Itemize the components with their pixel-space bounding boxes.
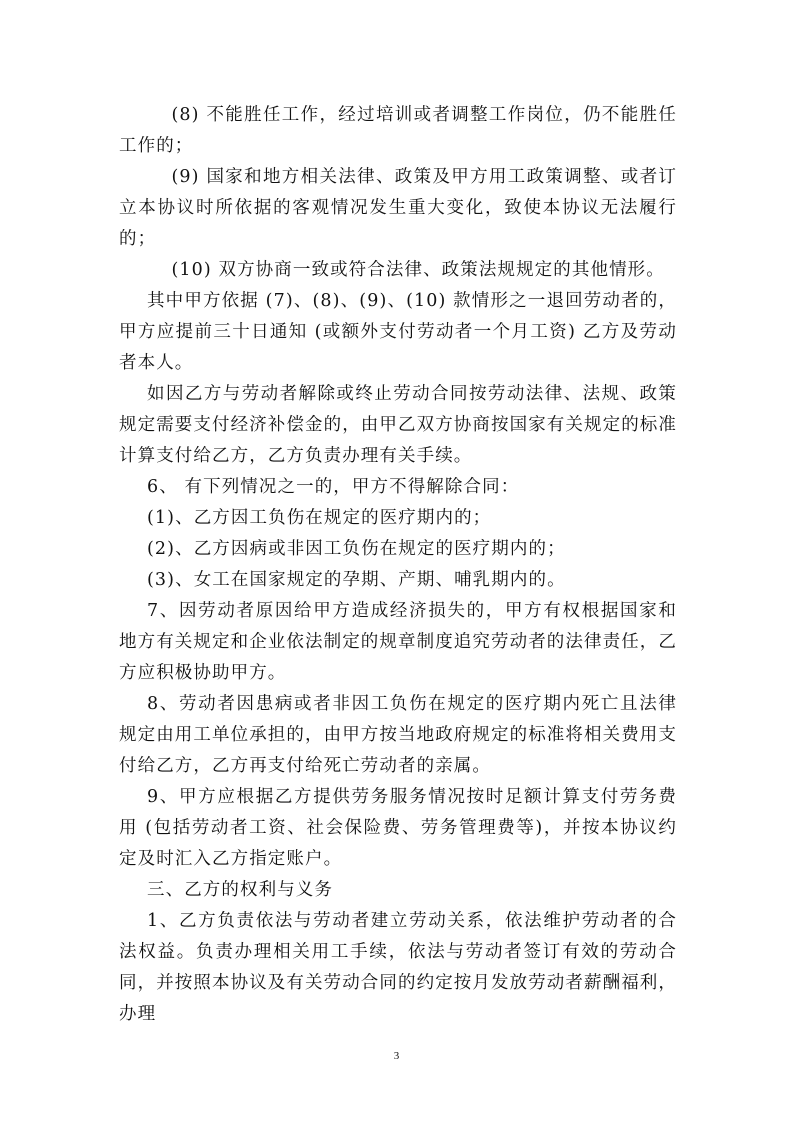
- item-8-paragraph: 8、劳动者因患病或者非因工负伤在规定的医疗期内死亡且法律规定由用工单位承担的，由甲方按当地政府规定的标准将相关费用支付给乙方，乙方再支付给死亡劳动者的亲属。: [119, 694, 677, 776]
- return-notice-paragraph: 其中甲方依据 (7)、(8)、(9)、(10) 款情形之一退回劳动者的，甲方应提前三十日通知 (或额外支付劳动者一个月工资) 乙方及劳动者本人。: [119, 291, 677, 373]
- section-3-item-1-paragraph: 1、乙方负责依法与劳动者建立劳动关系，依法维护劳动者的合法权益。负责办理相关用工手续，依法与劳动者签订有效的劳动合同，并按照本协议及有关劳动合同的约定按月发放劳动者薪酬福利，办理: [119, 911, 677, 1024]
- clause-10-paragraph: (10) 双方协商一致或符合法律、政策法规规定的其他情形。: [171, 260, 665, 280]
- item-6-sub-2: (2)、乙方因病或非因工负伤在规定的医疗期内的；: [147, 539, 566, 559]
- clause-9-paragraph: (9) 国家和地方相关法律、政策及甲方用工政策调整、或者订立本协议时所依据的客观情况发生重大变化，致使本协议无法履行的；: [119, 167, 677, 249]
- item-6-heading: 6、 有下列情况之一的，甲方不得解除合同：: [147, 477, 520, 497]
- item-7-paragraph: 7、因劳动者原因给甲方造成经济损失的，甲方有权根据国家和地方有关规定和企业依法制定的规章制度追究劳动者的法律责任，乙方应积极协助甲方。: [119, 601, 677, 683]
- item-9-paragraph: 9、甲方应根据乙方提供劳务服务情况按时足额计算支付劳务费用 (包括劳动者工资、社会保险费、劳务管理费等)，并按本协议约定及时汇入乙方指定账户。: [119, 787, 677, 869]
- page-number: 3: [393, 1050, 400, 1062]
- clause-8-paragraph: (8) 不能胜任工作，经过培训或者调整工作岗位，仍不能胜任工作的；: [119, 105, 677, 156]
- item-6-sub-1: (1)、乙方因工负伤在规定的医疗期内的；: [147, 508, 492, 528]
- compensation-paragraph: 如因乙方与劳动者解除或终止劳动合同按劳动法律、法规、政策规定需要支付经济补偿金的，由甲乙双方协商按国家有关规定的标准计算支付给乙方，乙方负责办理有关手续。: [119, 384, 677, 466]
- section-3-heading: 三、乙方的权利与义务: [147, 880, 333, 900]
- item-6-sub-3: (3)、女工在国家规定的孕期、产期、哺乳期内的。: [147, 570, 566, 590]
- document-body: [119, 100, 677, 1030]
